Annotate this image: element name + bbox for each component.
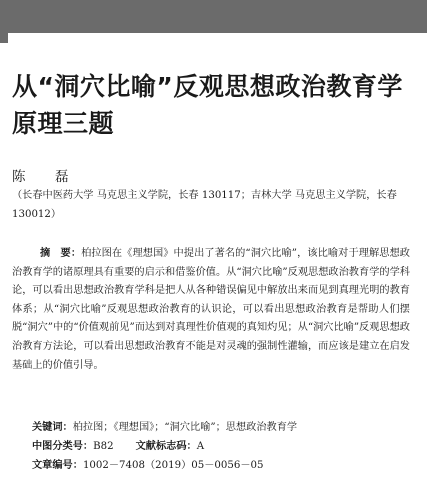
article-author: 陈 磊	[12, 169, 77, 185]
article-number-label: 文章编号：	[32, 460, 83, 471]
classification-line	[32, 438, 422, 456]
classification-label: 中图分类号：	[32, 441, 94, 452]
header-bar-edge	[0, 33, 8, 43]
abstract	[12, 245, 410, 375]
article-title: 从“洞穴比喻”反观思想政治教育学原理三题	[12, 72, 403, 138]
article-number-value: 1002－7408（2019）05－0056－05	[82, 460, 264, 471]
keywords-line	[32, 419, 422, 437]
classification-value: B82	[93, 441, 114, 452]
author-affiliation: （长春中医药大学 马克思主义学院，长春 130117；吉林大学 马克思主义学院，长春 130012）	[12, 190, 397, 220]
abstract-text: 柏拉图在《理想国》中提出了著名的“洞穴比喻”，该比喻对于理解思想政治教育学的诸原理具有重要的启示和借鉴价值。从“洞穴比喻”反观思想政治教育学的学科论，可以看出思想政治教育学科是把人从各种错误偏见中解放出来而见到真理光明的教育体系；从“洞穴比喻”反观思想政治教育的认识论，可以看出思想政治教育是帮助人们摆脱“洞穴”中的“价值观前见”而达到对真理性价值观的真知灼见；从“洞穴比喻”反观思想政治教育方法论，可以看出思想政治教育不能是对灵魂的强制性灌输，而应该是建立在启发基础上的价值引导。	[12, 248, 410, 371]
abstract-label: 摘 要：	[40, 248, 82, 259]
doc-code-value: A	[196, 441, 205, 452]
doc-code-label: 文献标志码：	[135, 441, 197, 452]
article-number-line	[32, 457, 422, 475]
header-bar	[0, 0, 427, 33]
keywords-label: 关键词：	[32, 422, 73, 433]
keywords-value: 柏拉图；《理想国》；“洞穴比喻”；思想政治教育学	[72, 422, 298, 433]
